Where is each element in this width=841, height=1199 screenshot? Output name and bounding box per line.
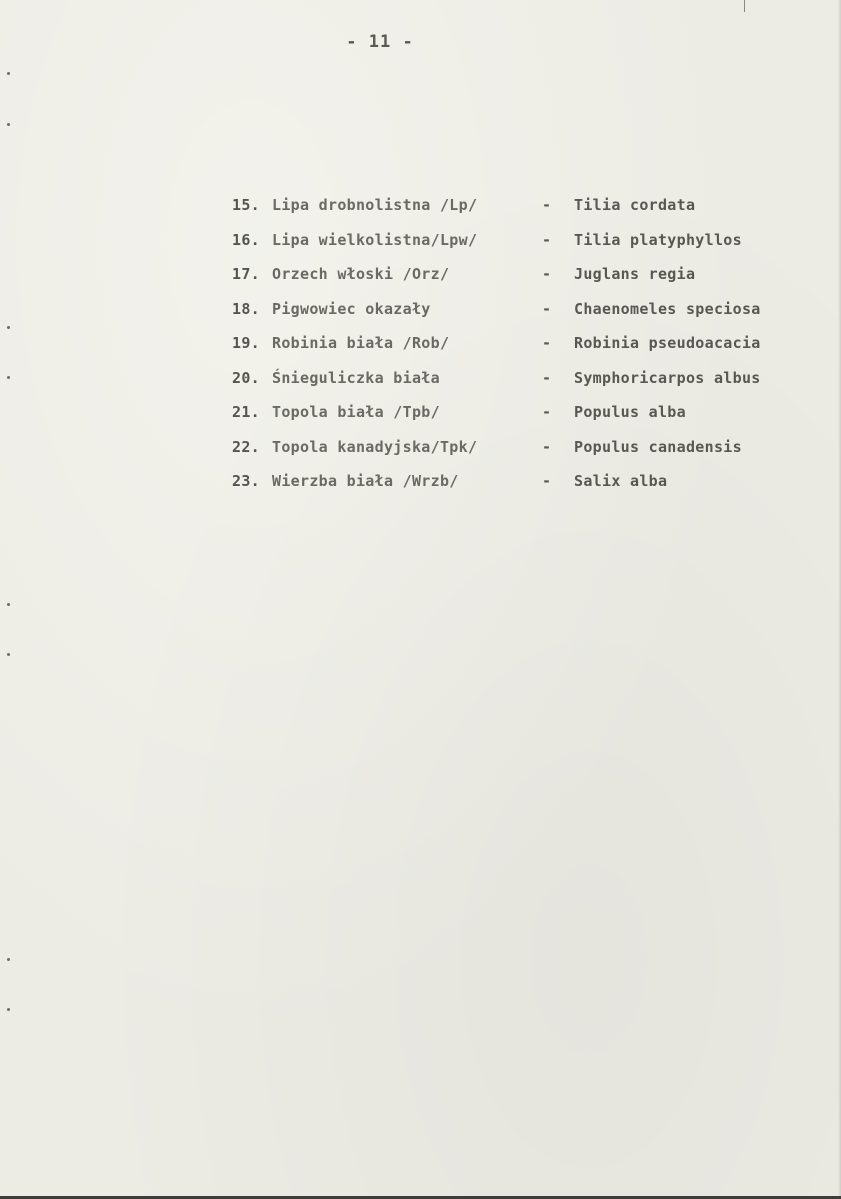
- polish-name: Lipa drobnolistna /Lp/: [272, 196, 478, 214]
- list-item: [232, 334, 792, 369]
- polish-name: Robinia biała /Rob/: [272, 334, 450, 352]
- binding-mark: [7, 376, 10, 379]
- list-item: [232, 403, 792, 438]
- polish-name: Pigwowiec okazały: [272, 299, 431, 318]
- latin-name: Juglans regia: [574, 265, 696, 283]
- separator-dash: -: [542, 472, 552, 490]
- separator-dash: -: [542, 196, 552, 214]
- polish-name: Topola kanadyjska/Tpk/: [272, 437, 478, 456]
- list-item: [232, 438, 792, 473]
- separator-dash: -: [542, 230, 552, 249]
- polish-name: Śnieguliczka biała: [272, 368, 440, 387]
- polish-name: Topola biała /Tpb/: [272, 403, 440, 421]
- entry-number: 18.: [232, 299, 260, 318]
- entry-number: 17.: [232, 265, 260, 283]
- latin-name: Populus alba: [574, 403, 686, 421]
- list-item: [232, 369, 792, 404]
- separator-dash: -: [542, 368, 552, 387]
- latin-name: Tilia platyphyllos: [574, 230, 742, 249]
- entry-number: 16.: [232, 230, 260, 249]
- list-item: [232, 265, 792, 300]
- entry-number: 20.: [232, 368, 260, 387]
- species-list: [232, 196, 792, 507]
- separator-dash: -: [542, 403, 552, 421]
- page-number: - 11 -: [346, 32, 414, 52]
- entry-number: 15.: [232, 196, 260, 214]
- list-item: [232, 231, 792, 266]
- latin-name: Tilia cordata: [574, 196, 696, 214]
- separator-dash: -: [542, 299, 552, 318]
- polish-name: Wierzba biała /Wrzb/: [272, 472, 459, 490]
- latin-name: Symphoricarpos albus: [574, 368, 761, 387]
- binding-mark: [7, 653, 10, 656]
- entry-number: 22.: [232, 437, 260, 456]
- binding-mark: [7, 123, 10, 126]
- polish-name: Orzech włoski /Orz/: [272, 265, 450, 283]
- binding-mark: [7, 326, 10, 329]
- polish-name: Lipa wielkolistna/Lpw/: [272, 230, 478, 249]
- corner-mark: [744, 0, 745, 12]
- binding-mark: [7, 958, 10, 961]
- latin-name: Robinia pseudoacacia: [574, 334, 761, 352]
- latin-name: Populus canadensis: [574, 437, 742, 456]
- entry-number: 23.: [232, 472, 260, 490]
- list-item: [232, 472, 792, 507]
- binding-mark: [7, 603, 10, 606]
- separator-dash: -: [542, 265, 552, 283]
- separator-dash: -: [542, 437, 552, 456]
- binding-mark: [7, 1008, 10, 1011]
- separator-dash: -: [542, 334, 552, 352]
- entry-number: 21.: [232, 403, 260, 421]
- latin-name: Salix alba: [574, 472, 668, 490]
- latin-name: Chaenomeles speciosa: [574, 299, 761, 318]
- binding-mark: [7, 72, 10, 75]
- list-item: [232, 300, 792, 335]
- list-item: [232, 196, 792, 231]
- entry-number: 19.: [232, 334, 260, 352]
